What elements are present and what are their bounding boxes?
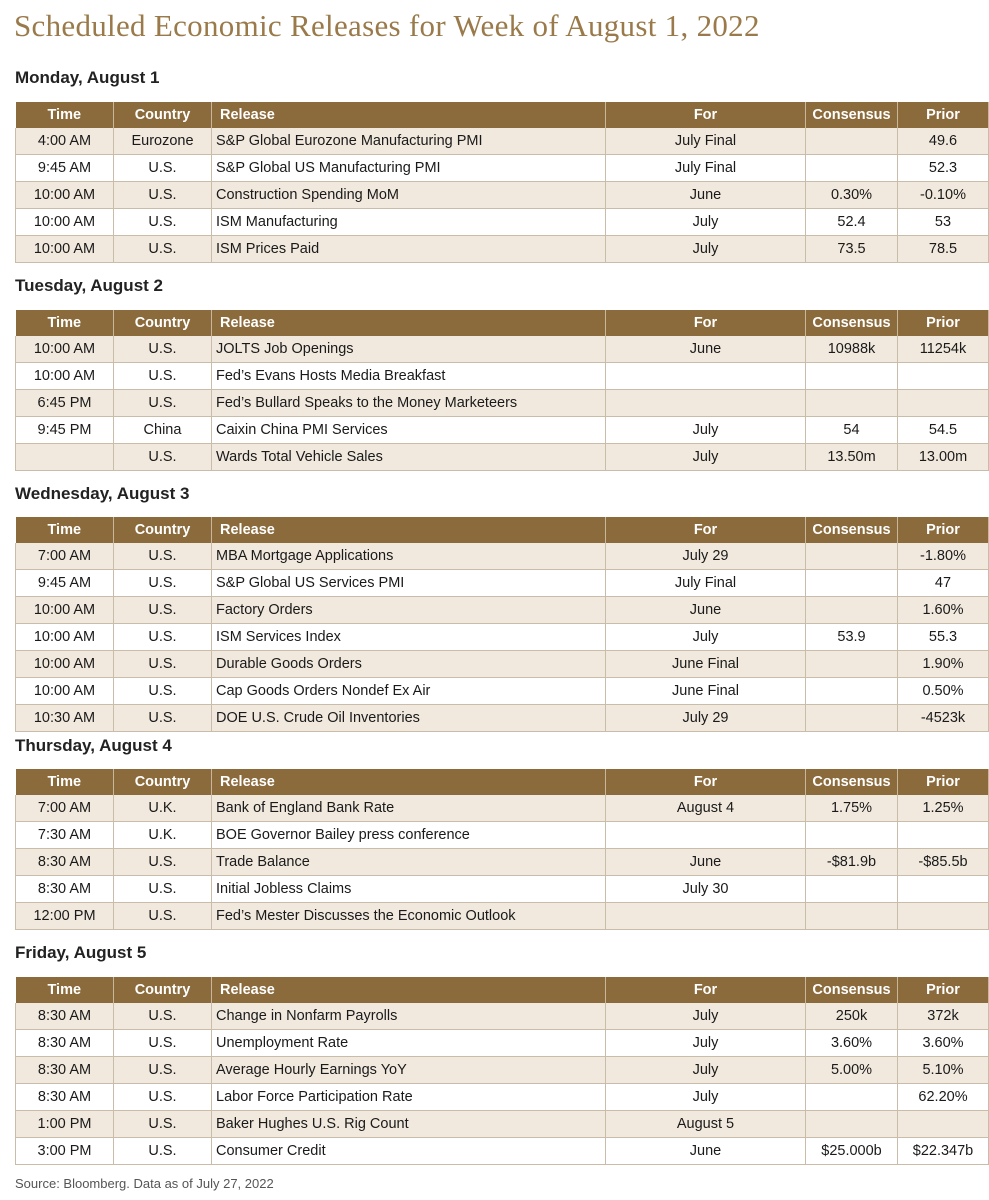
time-cell: 10:00 AM [16,624,114,651]
consensus-cell: 52.4 [806,209,898,236]
time-cell: 10:00 AM [16,336,114,363]
consensus-cell: 5.00% [806,1057,898,1084]
consensus-cell [806,597,898,624]
prior-cell: 55.3 [898,624,989,651]
prior-cell: 53 [898,209,989,236]
column-header: Prior [898,977,989,1003]
column-header: Consensus [806,769,898,795]
for-cell: July 30 [606,876,806,903]
prior-cell: 1.90% [898,651,989,678]
column-header: For [606,977,806,1003]
prior-cell: $22.347b [898,1138,989,1165]
table-header-row [16,769,989,795]
consensus-cell [806,903,898,930]
time-cell: 1:00 PM [16,1111,114,1138]
column-header: For [606,310,806,336]
release-cell: Labor Force Participation Rate [212,1084,606,1111]
country-cell: U.S. [114,597,212,624]
table-row [16,597,989,624]
time-cell: 10:00 AM [16,236,114,263]
day-heading: Thursday, August 4 [15,736,172,755]
for-cell: July Final [606,128,806,155]
table-row [16,795,989,822]
time-cell: 7:30 AM [16,822,114,849]
release-cell: Trade Balance [212,849,606,876]
table-row [16,155,989,182]
column-header: Time [16,769,114,795]
for-cell: July [606,444,806,471]
consensus-cell [806,651,898,678]
time-cell: 10:00 AM [16,209,114,236]
country-cell: U.S. [114,651,212,678]
for-cell: July [606,417,806,444]
column-header: Consensus [806,310,898,336]
source-note: Source: Bloomberg. Data as of July 27, 2022 [15,1176,274,1191]
for-cell: July [606,236,806,263]
time-cell: 8:30 AM [16,1057,114,1084]
prior-cell: 1.25% [898,795,989,822]
time-cell: 10:30 AM [16,705,114,732]
country-cell: U.S. [114,155,212,182]
country-cell: U.S. [114,209,212,236]
table-row [16,417,989,444]
release-cell: ISM Manufacturing [212,209,606,236]
day-heading: Wednesday, August 3 [15,484,190,503]
time-cell: 10:00 AM [16,363,114,390]
release-cell: Wards Total Vehicle Sales [212,444,606,471]
country-cell: Eurozone [114,128,212,155]
column-header: Time [16,977,114,1003]
country-cell: U.S. [114,570,212,597]
for-cell: July [606,1030,806,1057]
consensus-cell [806,390,898,417]
time-cell: 8:30 AM [16,1030,114,1057]
consensus-cell: 73.5 [806,236,898,263]
time-cell: 6:45 PM [16,390,114,417]
country-cell: U.S. [114,705,212,732]
table-row [16,390,989,417]
schedule-table [15,769,989,930]
column-header: For [606,517,806,543]
country-cell: U.S. [114,336,212,363]
prior-cell [898,390,989,417]
consensus-cell [806,543,898,570]
table-row [16,1084,989,1111]
day-heading: Tuesday, August 2 [15,276,163,295]
column-header: Prior [898,310,989,336]
country-cell: U.S. [114,1030,212,1057]
for-cell: June [606,1138,806,1165]
for-cell: July 29 [606,543,806,570]
for-cell: August 5 [606,1111,806,1138]
prior-cell: -0.10% [898,182,989,209]
table-header-row [16,310,989,336]
table-row [16,849,989,876]
consensus-cell [806,705,898,732]
column-header: Release [212,102,606,128]
release-cell: S&P Global Eurozone Manufacturing PMI [212,128,606,155]
country-cell: U.K. [114,822,212,849]
release-cell: Fed’s Evans Hosts Media Breakfast [212,363,606,390]
column-header: Time [16,517,114,543]
prior-cell [898,876,989,903]
for-cell: July [606,209,806,236]
day-heading: Monday, August 1 [15,68,160,87]
time-cell [16,444,114,471]
table-row [16,903,989,930]
table-row [16,1111,989,1138]
for-cell: August 4 [606,795,806,822]
for-cell: June [606,849,806,876]
prior-cell: 47 [898,570,989,597]
column-header: Time [16,310,114,336]
time-cell: 9:45 AM [16,155,114,182]
table-row [16,128,989,155]
column-header: Consensus [806,102,898,128]
prior-cell: 5.10% [898,1057,989,1084]
time-cell: 9:45 AM [16,570,114,597]
release-cell: Fed’s Bullard Speaks to the Money Marketeers [212,390,606,417]
column-header: For [606,102,806,128]
for-cell: June [606,597,806,624]
for-cell: July [606,1003,806,1030]
consensus-cell: $25.000b [806,1138,898,1165]
column-header: Release [212,769,606,795]
table-row [16,543,989,570]
day-heading: Friday, August 5 [15,943,147,962]
consensus-cell: 13.50m [806,444,898,471]
time-cell: 8:30 AM [16,1084,114,1111]
release-cell: JOLTS Job Openings [212,336,606,363]
for-cell: June Final [606,651,806,678]
consensus-cell: 10988k [806,336,898,363]
prior-cell [898,1111,989,1138]
release-cell: ISM Services Index [212,624,606,651]
time-cell: 7:00 AM [16,795,114,822]
table-row [16,1138,989,1165]
release-cell: Construction Spending MoM [212,182,606,209]
country-cell: U.S. [114,624,212,651]
consensus-cell [806,876,898,903]
for-cell [606,822,806,849]
for-cell [606,390,806,417]
prior-cell: 13.00m [898,444,989,471]
table-row [16,209,989,236]
table-row [16,705,989,732]
prior-cell: 78.5 [898,236,989,263]
country-cell: U.S. [114,876,212,903]
schedule-table [15,102,989,263]
column-header: Prior [898,517,989,543]
country-cell: U.S. [114,182,212,209]
release-cell: S&P Global US Services PMI [212,570,606,597]
time-cell: 10:00 AM [16,678,114,705]
column-header: Consensus [806,977,898,1003]
table-row [16,1057,989,1084]
country-cell: U.S. [114,678,212,705]
time-cell: 12:00 PM [16,903,114,930]
country-cell: U.S. [114,363,212,390]
release-cell: Fed’s Mester Discusses the Economic Outlook [212,903,606,930]
table-row [16,182,989,209]
table-header-row [16,517,989,543]
time-cell: 10:00 AM [16,597,114,624]
prior-cell: 54.5 [898,417,989,444]
column-header: Time [16,102,114,128]
country-cell: U.S. [114,903,212,930]
time-cell: 7:00 AM [16,543,114,570]
table-header-row [16,977,989,1003]
country-cell: U.K. [114,795,212,822]
prior-cell: 52.3 [898,155,989,182]
column-header: Release [212,517,606,543]
table-row [16,822,989,849]
time-cell: 10:00 AM [16,182,114,209]
consensus-cell: 1.75% [806,795,898,822]
consensus-cell [806,822,898,849]
consensus-cell: 250k [806,1003,898,1030]
column-header: Country [114,102,212,128]
column-header: Country [114,769,212,795]
country-cell: China [114,417,212,444]
table-row [16,570,989,597]
prior-cell: 62.20% [898,1084,989,1111]
time-cell: 8:30 AM [16,876,114,903]
time-cell: 9:45 PM [16,417,114,444]
release-cell: Baker Hughes U.S. Rig Count [212,1111,606,1138]
column-header: Country [114,977,212,1003]
release-cell: ISM Prices Paid [212,236,606,263]
schedule-table [15,310,989,471]
consensus-cell [806,155,898,182]
column-header: Release [212,310,606,336]
table-row [16,336,989,363]
country-cell: U.S. [114,543,212,570]
release-cell: Change in Nonfarm Payrolls [212,1003,606,1030]
table-header-row [16,102,989,128]
time-cell: 3:00 PM [16,1138,114,1165]
prior-cell [898,363,989,390]
consensus-cell [806,570,898,597]
column-header: Consensus [806,517,898,543]
release-cell: Durable Goods Orders [212,651,606,678]
table-row [16,678,989,705]
release-cell: Consumer Credit [212,1138,606,1165]
consensus-cell: 0.30% [806,182,898,209]
prior-cell: -$85.5b [898,849,989,876]
country-cell: U.S. [114,236,212,263]
for-cell: July [606,1084,806,1111]
table-row [16,624,989,651]
table-row [16,876,989,903]
consensus-cell: 53.9 [806,624,898,651]
for-cell: July 29 [606,705,806,732]
consensus-cell: -$81.9b [806,849,898,876]
time-cell: 10:00 AM [16,651,114,678]
prior-cell: -4523k [898,705,989,732]
prior-cell [898,903,989,930]
release-cell: Cap Goods Orders Nondef Ex Air [212,678,606,705]
prior-cell: 372k [898,1003,989,1030]
schedule-table [15,517,989,732]
country-cell: U.S. [114,1084,212,1111]
column-header: Prior [898,102,989,128]
schedule-table [15,977,989,1165]
release-cell: Bank of England Bank Rate [212,795,606,822]
consensus-cell [806,128,898,155]
column-header: Country [114,517,212,543]
column-header: For [606,769,806,795]
table-row [16,363,989,390]
for-cell [606,363,806,390]
column-header: Prior [898,769,989,795]
for-cell: June Final [606,678,806,705]
release-cell: Unemployment Rate [212,1030,606,1057]
table-row [16,1030,989,1057]
country-cell: U.S. [114,1138,212,1165]
column-header: Release [212,977,606,1003]
country-cell: U.S. [114,444,212,471]
consensus-cell [806,363,898,390]
for-cell: July Final [606,570,806,597]
consensus-cell: 3.60% [806,1030,898,1057]
for-cell: July [606,1057,806,1084]
prior-cell: 0.50% [898,678,989,705]
country-cell: U.S. [114,1057,212,1084]
prior-cell: 11254k [898,336,989,363]
release-cell: Initial Jobless Claims [212,876,606,903]
release-cell: Factory Orders [212,597,606,624]
country-cell: U.S. [114,849,212,876]
prior-cell: 49.6 [898,128,989,155]
column-header: Country [114,310,212,336]
table-row [16,651,989,678]
prior-cell: 3.60% [898,1030,989,1057]
release-cell: MBA Mortgage Applications [212,543,606,570]
time-cell: 4:00 AM [16,128,114,155]
consensus-cell: 54 [806,417,898,444]
release-cell: BOE Governor Bailey press conference [212,822,606,849]
prior-cell: 1.60% [898,597,989,624]
consensus-cell [806,1111,898,1138]
release-cell: S&P Global US Manufacturing PMI [212,155,606,182]
prior-cell: -1.80% [898,543,989,570]
time-cell: 8:30 AM [16,849,114,876]
table-row [16,1003,989,1030]
for-cell: June [606,182,806,209]
page-title: Scheduled Economic Releases for Week of August 1, 2022 [14,8,760,43]
country-cell: U.S. [114,390,212,417]
release-cell: DOE U.S. Crude Oil Inventories [212,705,606,732]
release-cell: Caixin China PMI Services [212,417,606,444]
consensus-cell [806,678,898,705]
country-cell: U.S. [114,1003,212,1030]
time-cell: 8:30 AM [16,1003,114,1030]
for-cell: June [606,336,806,363]
table-row [16,236,989,263]
release-cell: Average Hourly Earnings YoY [212,1057,606,1084]
prior-cell [898,822,989,849]
table-row [16,444,989,471]
country-cell: U.S. [114,1111,212,1138]
for-cell: July [606,624,806,651]
for-cell: July Final [606,155,806,182]
for-cell [606,903,806,930]
consensus-cell [806,1084,898,1111]
